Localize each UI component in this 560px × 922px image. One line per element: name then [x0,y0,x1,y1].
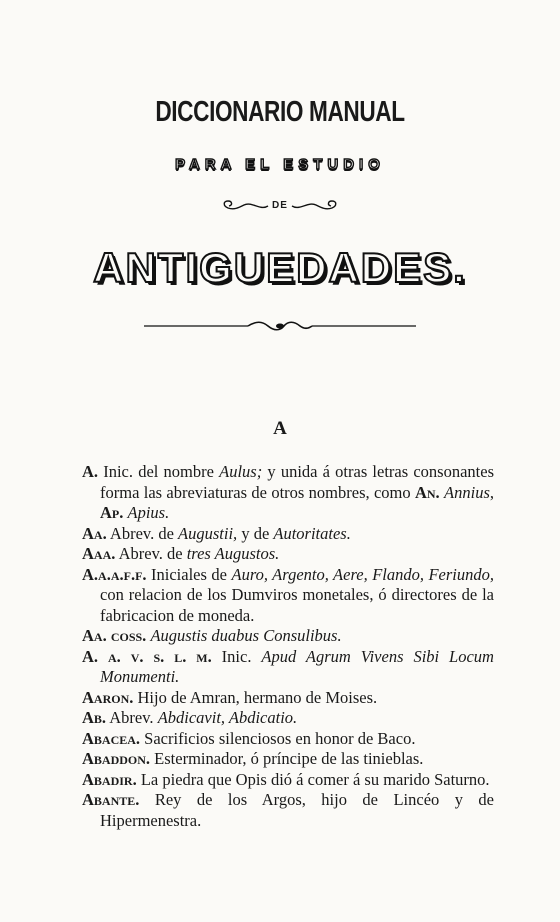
entry-text: Sacrificios silenciosos en honor de Baco. [140,728,416,748]
title-line-1: DICCIONARIO MANUAL [155,96,405,128]
dictionary-entry [82,647,494,688]
entry-text: Abrev. de [106,523,179,543]
entry-text: Inic. [211,646,262,666]
entry-italic-text: Apud Agrum Vivens Sibi Locum Monumenti. [100,646,494,686]
dictionary-entry [82,524,494,545]
dictionary-entry [82,544,494,565]
entry-italic-text: Aulus; [219,462,263,481]
dictionary-entry [82,708,494,729]
entry-text: Iniciales de [146,564,232,584]
title-line-4: ANTIGUEDADES. [93,244,467,291]
entry-italic-text: Augustis duabus Consulibus. [150,626,342,645]
entry-text: Rey de los Argos, hijo de Lincéo y de Hipermenestra. [100,790,494,830]
title-de: DE [272,199,288,211]
entry-headword: Ap. [100,503,124,522]
dictionary-entry [82,749,494,770]
entry-headword: Aa. [82,523,107,543]
entry-headword: Abante. [82,790,140,809]
entry-headword: Aaron. [82,687,134,707]
dictionary-entry [82,688,494,709]
dictionary-entry [82,462,494,524]
title-line-2: PARA EL ESTUDIO [175,156,385,173]
dictionary-entry [82,790,494,831]
entry-text: Inic. del nombre [98,462,220,481]
section-letter: A [273,418,287,439]
entry-headword: Abacea. [82,728,141,748]
entry-text: , [489,482,495,502]
entry-headword: A. [82,462,99,481]
dictionary-entry [82,729,494,750]
dictionary-entry [82,565,494,627]
entry-headword: Abaddon. [82,749,151,768]
ornament-rule-icon [144,319,416,333]
entry-headword: Ab. [82,708,107,727]
entry-text: Hijo de Amran, hermano de Moises. [133,687,378,707]
flourish-left-icon [222,198,270,212]
entry-headword: A. a. v. s. l. m. [82,646,212,666]
entry-italic-text: Auro, Argento, Aere, Flando, Feriundo, [231,564,494,584]
entry-text: con relacion de los Dumviros monetales, ó directores de la fabricacion de moneda. [100,585,494,625]
entry-text: Abrev. de [115,544,187,563]
entry-italic-text: tres Augustos. [186,544,280,563]
entry-text: La piedra que Opis dió á comer á su marido Saturno. [136,769,490,789]
entry-headword: Abadir. [82,769,137,789]
entry-text: Esterminador, ó príncipe de las tinieblas. [150,749,424,768]
dictionary-entry [82,770,494,791]
dictionary-entry [82,626,494,647]
entry-headword: Aa. coss. [82,626,147,645]
entry-italic-text: Augustii, [178,523,238,543]
entry-italic-text: Annius [444,482,490,502]
entry-italic-text: Autoritates. [273,523,351,543]
entry-text: y de [237,523,274,543]
entry-headword: A.a.a.f.f. [82,564,147,584]
entry-headword: An. [414,482,440,502]
title-line-3 [0,198,560,212]
entry-italic-text: Apius. [127,503,170,522]
entry-text: y unida á otras letras consonantes forma las abreviaturas de otros nombres, como [100,462,494,502]
entry-text: Abrev. [106,708,158,727]
flourish-right-icon [290,198,338,212]
entry-italic-text: Abdicavit, Abdicatio. [157,708,298,727]
ornamental-rule [0,319,560,333]
dictionary-entries [82,462,494,831]
entry-headword: Aaa. [82,544,116,563]
